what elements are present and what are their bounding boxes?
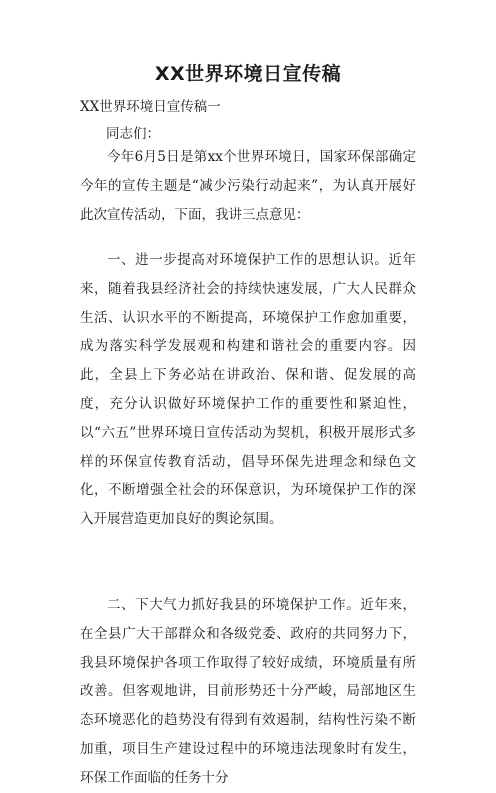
paragraph-point-one: 一、进一步提高对环境保护工作的思想认识。近年来，随着我县经济社会的持续快速发展，广大人民群众生活、认识水平的不断提高，环境保护工作愈加重要，成为落实科学发展观和构建和谐社会的重要内容。因此，全县上下务必站在讲政治、保和谐、促发展的高度，充分认识做好环境保护工作的重要性和紧迫性，以“六五”世界环境日宣传活动为契机，积极开展形式多样的环保宣传教育活动，倡导环保先进理念和绿色文化，不断增强全社会的环保意识，为环境保护工作的深入开展营造更加良好的舆论氛围。 (80, 252, 416, 528)
document-subtitle: XX世界环境日宣传稿一 (80, 99, 221, 115)
paragraph-intro: 今年6月5日是第xx个世界环境日，国家环保部确定今年的宣传主题是“减少污染行动起来”，为认真开展好此次宣传活动，下面，我讲三点意见： (80, 149, 416, 223)
salutation: 同志们： (106, 126, 160, 142)
document-title: XX世界环境日宣传稿 (154, 63, 342, 85)
paragraph-point-two: 二、下大气力抓好我县的环境保护工作。近年来，在全县广大干部群众和各级党委、政府的共同努力下，我县环境保护各项工作取得了较好成绩，环境质量有所改善。但客观地讲，目前形势还十分严峻，局部地区生态环境恶化的趋势没有得到有效遏制，结构性污染不断加重，项目生产建设过程中的环境违法现象时有发生，环保工作面临的任务十分 (80, 597, 416, 786)
